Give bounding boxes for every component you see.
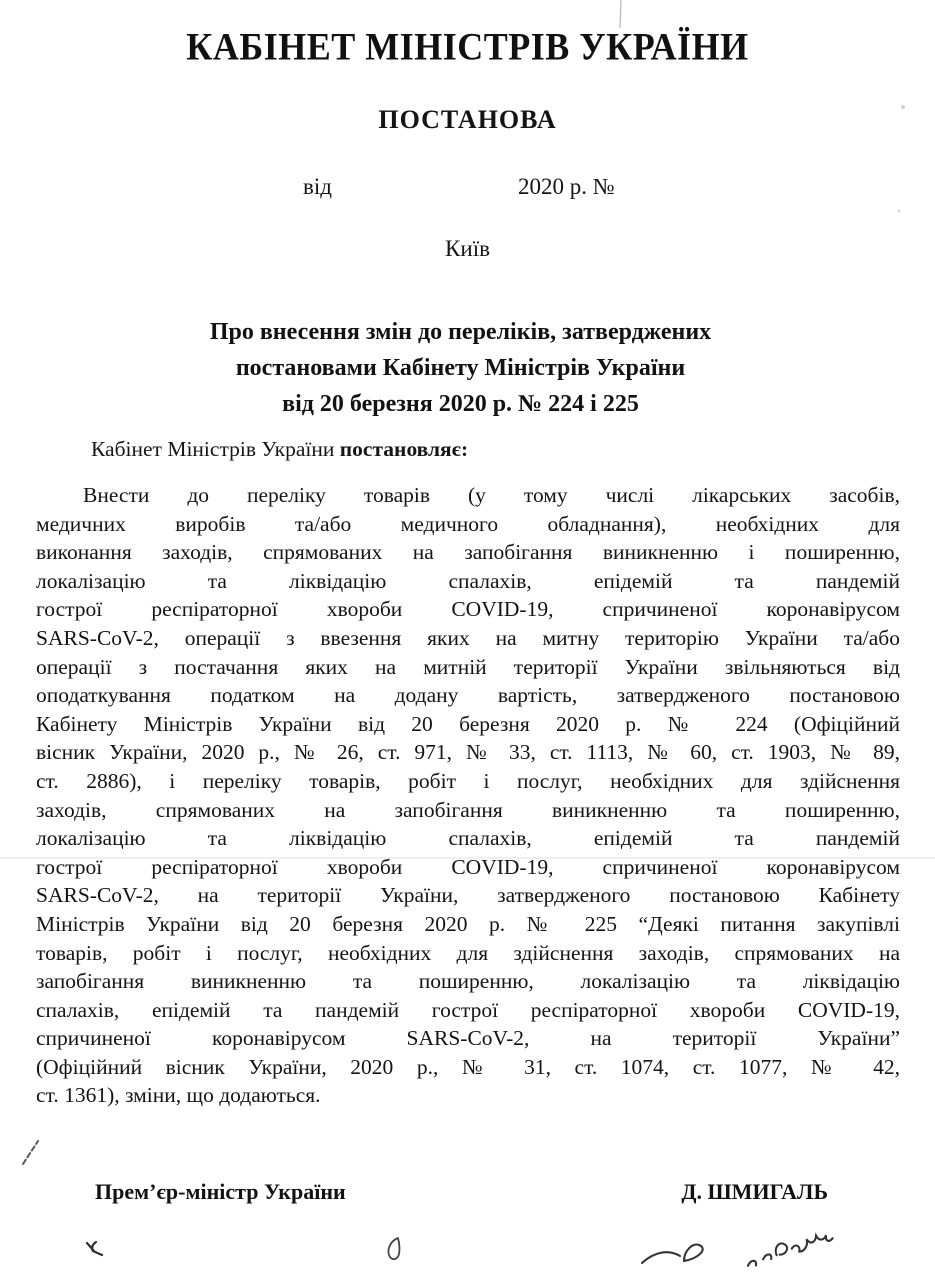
body-line: спричиненої коронавірусом SARS-CoV-2, на території України” (36, 1026, 900, 1051)
city-name: Київ (445, 236, 490, 261)
body-line: ст. 1361), зміни, що додаються. (36, 1083, 321, 1108)
doc-title-line: постановами Кабінету Міністрів України (235, 355, 686, 381)
doc-title-line: від 20 березня 2020 р. № 224 і 225 (282, 391, 639, 417)
body-line: операції з постачання яких на митній території України звільняються від (36, 654, 900, 679)
resolution-intro (36, 437, 900, 462)
body-line: спалахів, епідемій та пандемій гострої респіраторної хвороби COVID-19, (36, 997, 900, 1022)
doc-title (0, 314, 921, 422)
date-year-number-label: 2020 р. № (518, 174, 615, 199)
doc-title-line: Про внесення змін до переліків, затверджених (209, 319, 712, 345)
body-line: Внести до переліку товарів (у тому числі лікарських засобів, (83, 483, 900, 507)
body-paragraph (36, 481, 900, 1110)
intro-text-bold: постановляє: (339, 437, 469, 461)
body-line: товарів, робіт і послуг, необхідних для здійснення заходів, спрямованих на (36, 940, 900, 965)
body-line: Міністрів України від 20 березня 2020 р. № 225 “Деякі питання закупівлі (36, 911, 900, 936)
signer-name: Д. ШМИГАЛЬ (681, 1179, 828, 1204)
pen-slash-mark (23, 1141, 38, 1164)
handwritten-initial-mark (87, 1242, 102, 1255)
date-prefix-label: від (303, 174, 332, 199)
body-line: заходів, спрямованих на запобігання виникненню та поширенню, (36, 797, 900, 822)
body-line: ст. 2886), і переліку товарів, робіт і послуг, необхідних для здійснення (36, 768, 900, 793)
body-line: медичних виробів та/або медичного обладнання), необхідних для (36, 511, 900, 536)
body-line: локалізацію та ліквідацію спалахів, епідемій та пандемій (36, 568, 900, 593)
body-line: запобігання виникненню та поширенню, локалізацію та ліквідацію (36, 969, 900, 994)
body-line: оподаткування податком на додану вартість, затвердженого постановою (36, 683, 900, 708)
doc-type-heading: ПОСТАНОВА (378, 105, 557, 134)
body-line: SARS-CoV-2, на території України, затвердженого постановою Кабінету (36, 883, 900, 908)
body-line: (Офіційний вісник України, 2020 р., № 31, ст. 1074, ст. 1077, № 42, (36, 1054, 900, 1079)
body-line: виконання заходів, спрямованих на запобігання виникненню і поширенню, (36, 540, 900, 565)
signature-row (95, 1179, 828, 1205)
signer-title: Прем’єр-міністр України (95, 1179, 346, 1204)
body-line: гострої респіраторної хвороби COVID-19, спричиненої коронавірусом (36, 854, 900, 879)
body-line: гострої респіраторної хвороби COVID-19, спричиненої коронавірусом (36, 597, 900, 622)
body-line: вісник України, 2020 р., № 26, ст. 971, № 33, ст. 1113, № 60, ст. 1903, № 89, (36, 740, 900, 765)
body-line: SARS-CoV-2, операції з ввезення яких на митну територію України та/або (36, 625, 900, 650)
body-line: Кабінету Міністрів України від 20 березня 2020 р. № 224 (Офіційний (36, 711, 900, 736)
scan-speck (898, 210, 901, 213)
signature-scribble (642, 1233, 835, 1267)
intro-text-normal: Кабінет Міністрів України (91, 437, 340, 461)
body-line: локалізацію та ліквідацію спалахів, епідемій та пандемій (36, 826, 900, 851)
handwritten-loop-mark (388, 1238, 399, 1259)
date-row (0, 174, 935, 202)
org-name-heading: КАБІНЕТ МІНІСТРІВ УКРАЇНИ (186, 25, 749, 69)
